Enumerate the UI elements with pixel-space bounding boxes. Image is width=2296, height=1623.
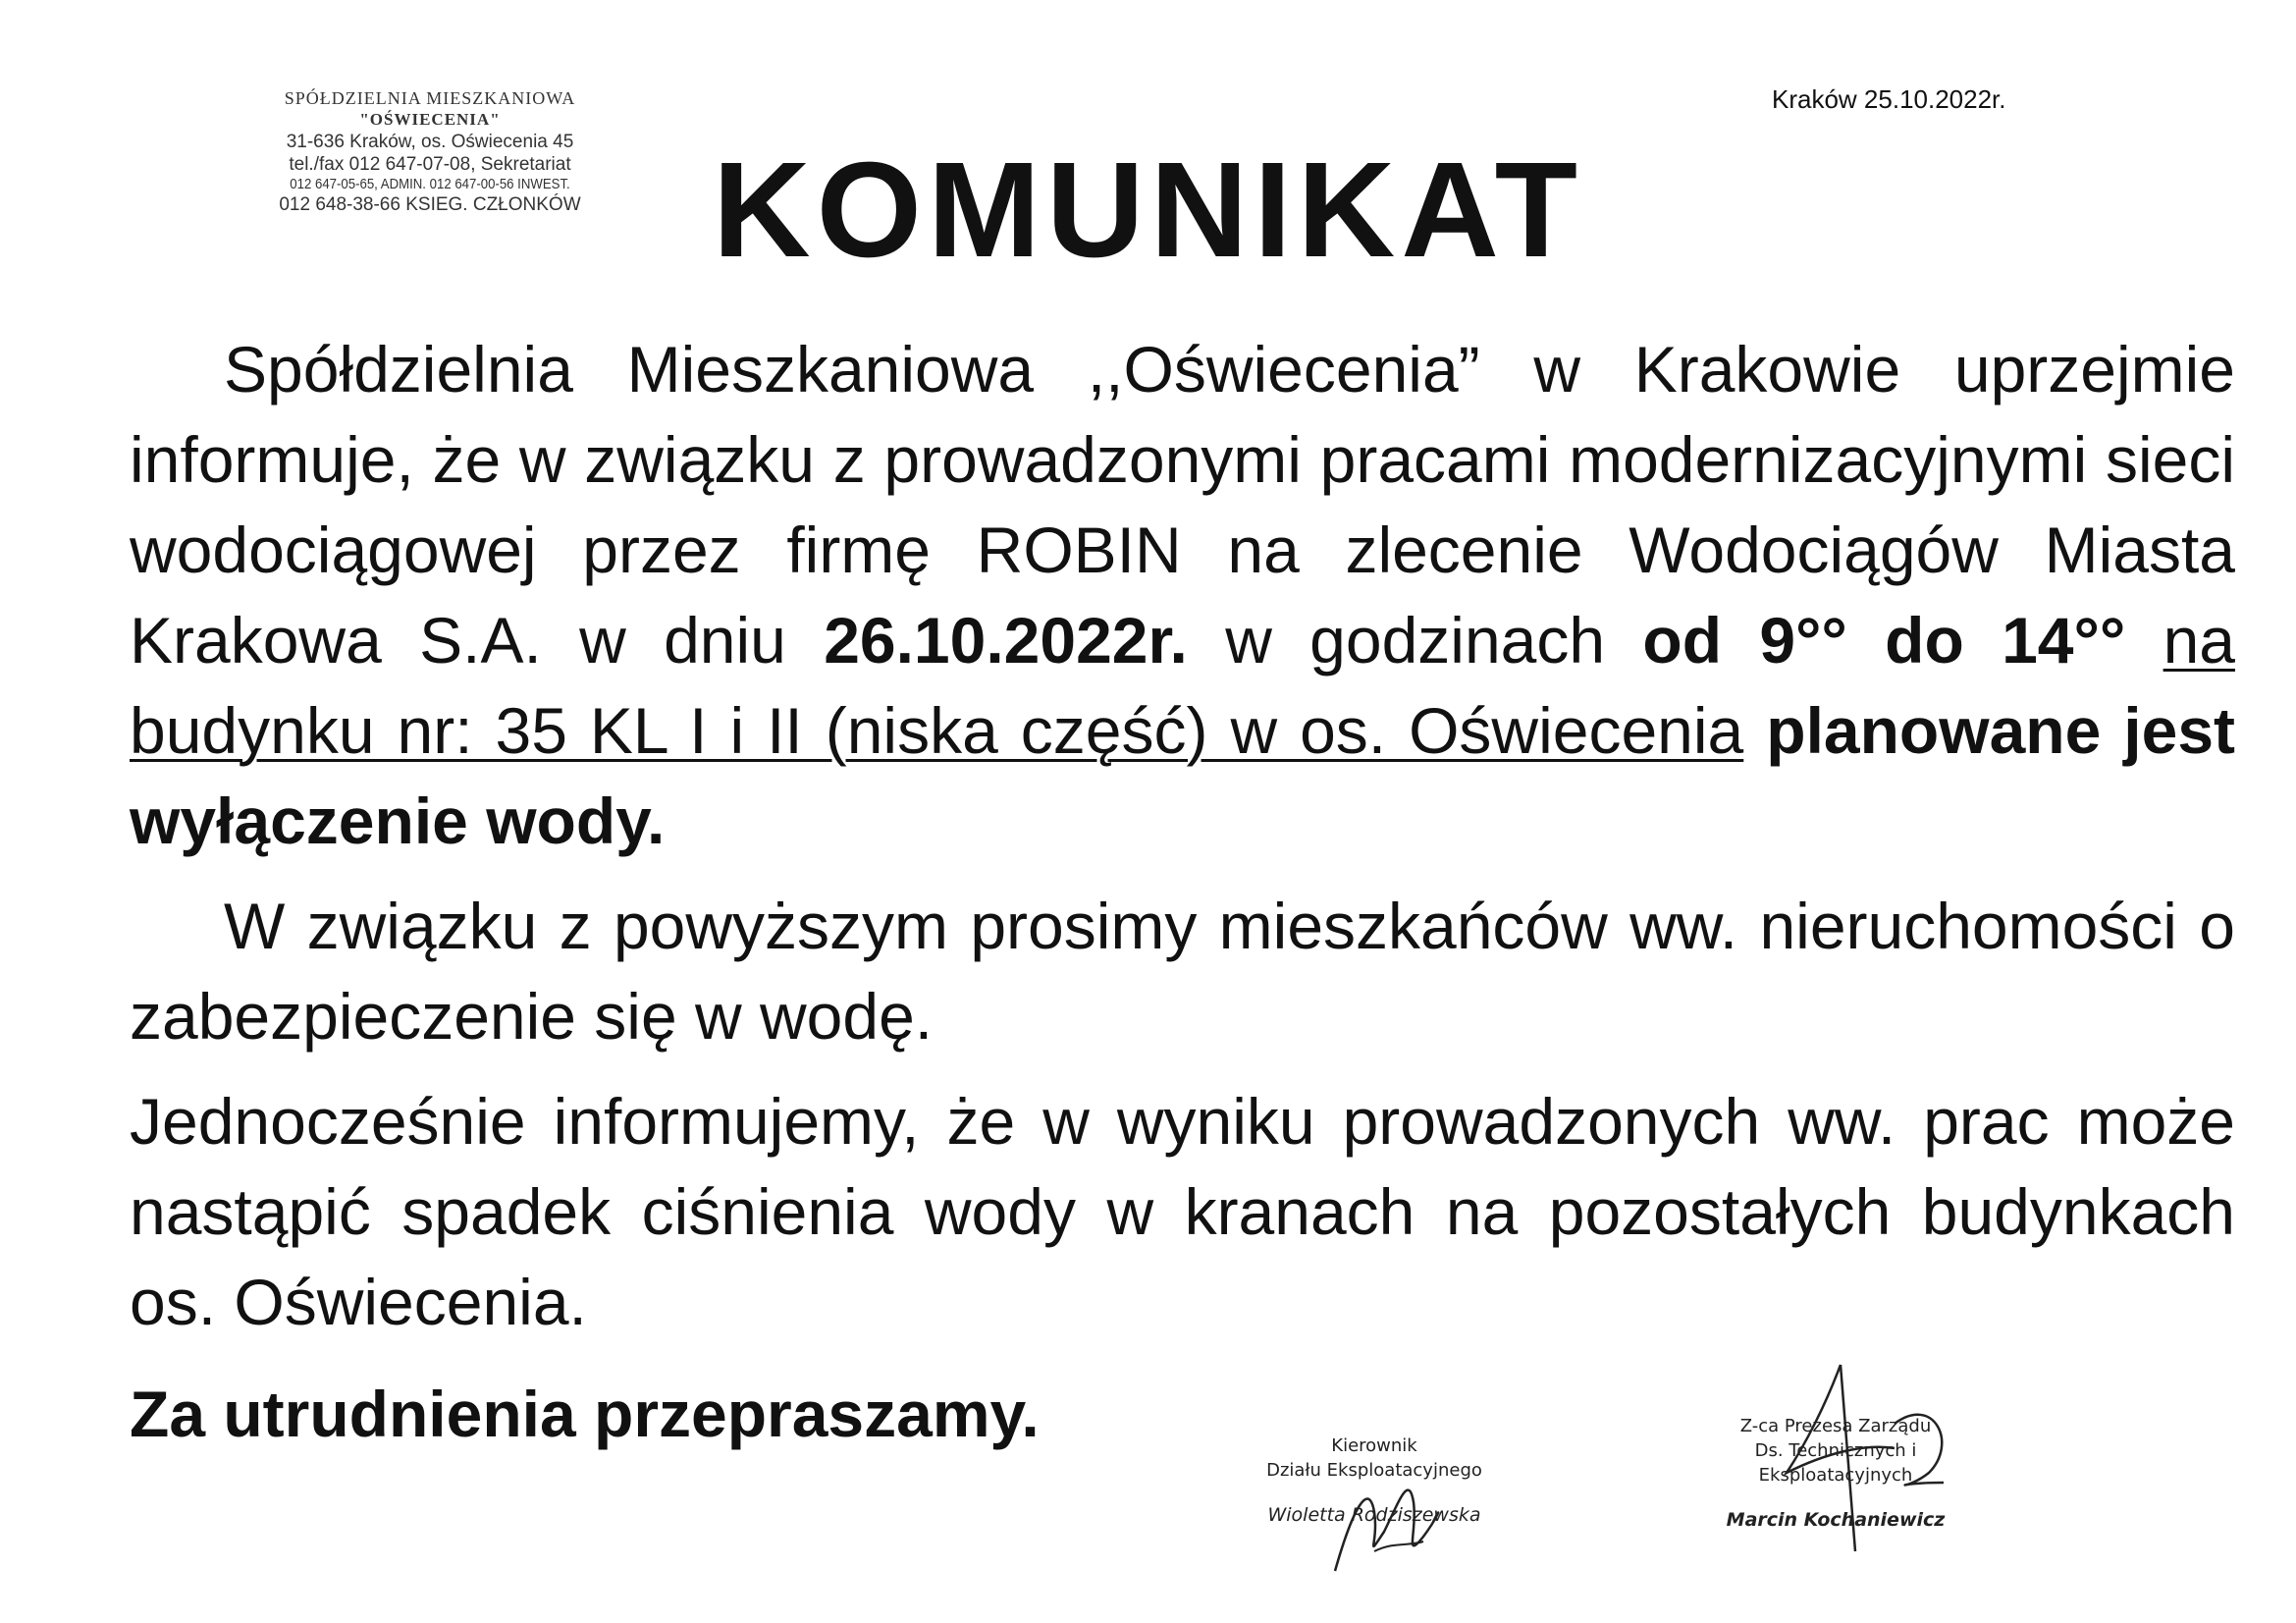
outage-location: na budynku nr: 35 KL I i II (niska część) w os. Oświecenia	[130, 604, 2236, 767]
signature1-name: Wioletta Rodziszewska	[1267, 1504, 1481, 1526]
stamp-org-line2: "OŚWIECENIA"	[359, 109, 501, 129]
outage-hours: od 9°° do 14°°	[1642, 604, 2126, 676]
signature1-role-line1: Kierownik	[1331, 1435, 1417, 1456]
apology-text: Za utrudnienia przepraszamy.	[130, 1378, 1040, 1450]
notice-body	[130, 324, 2235, 1459]
stamp-phone-line: tel./fax 012 647-07-08, Sekretariat	[289, 153, 571, 175]
outage-date: 26.10.2022r.	[824, 604, 1188, 676]
document-title: KOMUNIKAT	[713, 135, 1583, 286]
stamp-address: 31-636 Kraków, os. Oświecenia 45	[286, 131, 574, 152]
stamp-org-line1: SPÓŁDZIELNIA MIESZKANIOWA	[284, 88, 576, 108]
stamp-phone-admin: 012 647-05-65, ADMIN. 012 647-00-56 INWEST.	[290, 176, 570, 193]
signature1-handwritten	[1315, 1443, 1463, 1591]
signature2-role-line2: Ds. Technicznych i Eksploatacyjnych	[1754, 1440, 1917, 1486]
signature1-role-line2: Działu Eksploatacyjnego	[1266, 1460, 1482, 1481]
paragraph-pressure-info: Jednocześnie informujemy, że w wyniku prowadzonych ww. prac może nastąpić spadek ciśnienia wody w kranach na pozostałych budynkach os. Oświecenia.	[130, 1085, 2235, 1338]
signature2-role-line1: Z-ca Prezesa Zarządu	[1739, 1416, 1932, 1436]
outage-statement: planowane jest wyłączenie wody.	[130, 694, 2236, 857]
document-date: Kraków 25.10.2022r.	[1772, 84, 2006, 114]
announcement-text-1: Spółdzielnia Mieszkaniowa ,,Oświecenia” w Krakowie uprzejmie informuje, że w związku z prowadzonymi pracami modernizacyjnymi sieci wodociągowej przez firmę ROBIN na zlecenie Wodociągów Miasta Krakowa S.A. w dniu	[130, 333, 2235, 676]
stamp-phone-ksieg: 012 648-38-66 KSIEG. CZŁONKÓW	[279, 194, 581, 216]
paragraph-request: W związku z powyższym prosimy mieszkańców ww. nieruchomości o zabezpieczenie się w wodę.	[130, 890, 2235, 1053]
announcement-text-3	[1743, 694, 1766, 767]
paragraph-announcement	[130, 324, 2235, 866]
signature2-name: Marcin Kochaniewicz	[1726, 1509, 1946, 1531]
announcement-text-2: w godzinach	[1187, 604, 1643, 676]
signature2-handwritten	[1747, 1345, 1973, 1571]
